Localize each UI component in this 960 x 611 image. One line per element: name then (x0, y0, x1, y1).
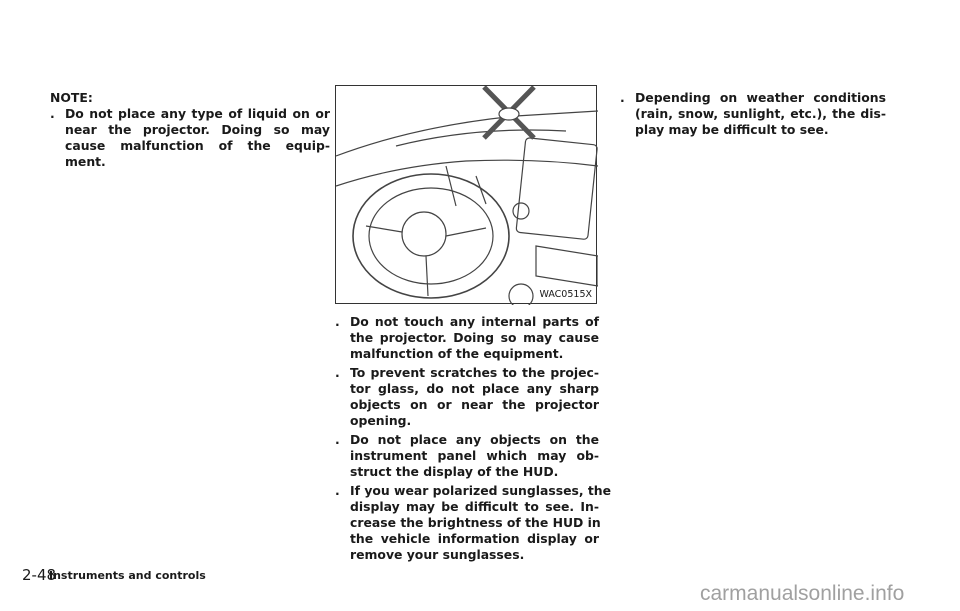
bullet-icon: . (50, 106, 55, 121)
bullet-line: the projector. Doing so may cause (350, 330, 599, 345)
bullet-line: the vehicle information display or (350, 531, 599, 546)
bullet-item (620, 90, 886, 138)
bullet-icon: . (335, 432, 340, 447)
bullet-line: Do not touch any internal parts of (350, 314, 599, 329)
hud-illustration (335, 85, 597, 304)
section-title: Instruments and controls (49, 569, 206, 582)
bullet-line: If you wear polarized sunglasses, the (350, 483, 612, 498)
note-heading: NOTE: (50, 90, 93, 105)
bullet-line: crease the brightness of the HUD in (350, 515, 601, 530)
bullet-item (335, 483, 612, 563)
figure-code: WAC0515X (539, 289, 592, 300)
bullet-icon: . (335, 314, 340, 329)
bullet-line: cause malfunction of the equip- (65, 138, 330, 153)
middle-column (335, 314, 612, 566)
bullet-line: instrument panel which may ob- (350, 448, 599, 463)
note-column (50, 90, 330, 173)
bullet-line: Do not place any type of liquid on or (65, 106, 330, 121)
bullet-line: remove your sunglasses. (350, 547, 525, 562)
bullet-item (50, 106, 330, 170)
bullet-line: malfunction of the equipment. (350, 346, 564, 361)
right-column (620, 90, 886, 141)
bullet-line: To prevent scratches to the projec- (350, 365, 599, 380)
bullet-icon: . (335, 483, 340, 498)
dashboard-drawing (336, 86, 598, 305)
bullet-line: (rain, snow, sunlight, etc.), the dis- (635, 106, 886, 121)
bullet-line: tor glass, do not place any sharp (350, 381, 599, 396)
bullet-icon: . (335, 365, 340, 380)
bullet-item (335, 365, 599, 429)
bullet-line: ment. (65, 154, 106, 169)
bullet-line: opening. (350, 413, 412, 428)
bullet-icon: . (620, 90, 625, 105)
bullet-line: objects on or near the projector (350, 397, 599, 412)
bullet-line: Do not place any objects on the (350, 432, 599, 447)
bullet-line: Depending on weather conditions (635, 90, 886, 105)
page-number: 2-48 (22, 566, 57, 584)
bullet-line: struct the display of the HUD. (350, 464, 559, 479)
bullet-item (335, 432, 599, 480)
bullet-line: near the projector. Doing so may (65, 122, 330, 137)
bullet-line: display may be difficult to see. In- (350, 499, 599, 514)
bullet-item (335, 314, 599, 362)
bullet-line: play may be difficult to see. (635, 122, 829, 137)
watermark: carmanualsonline.info (700, 582, 905, 605)
